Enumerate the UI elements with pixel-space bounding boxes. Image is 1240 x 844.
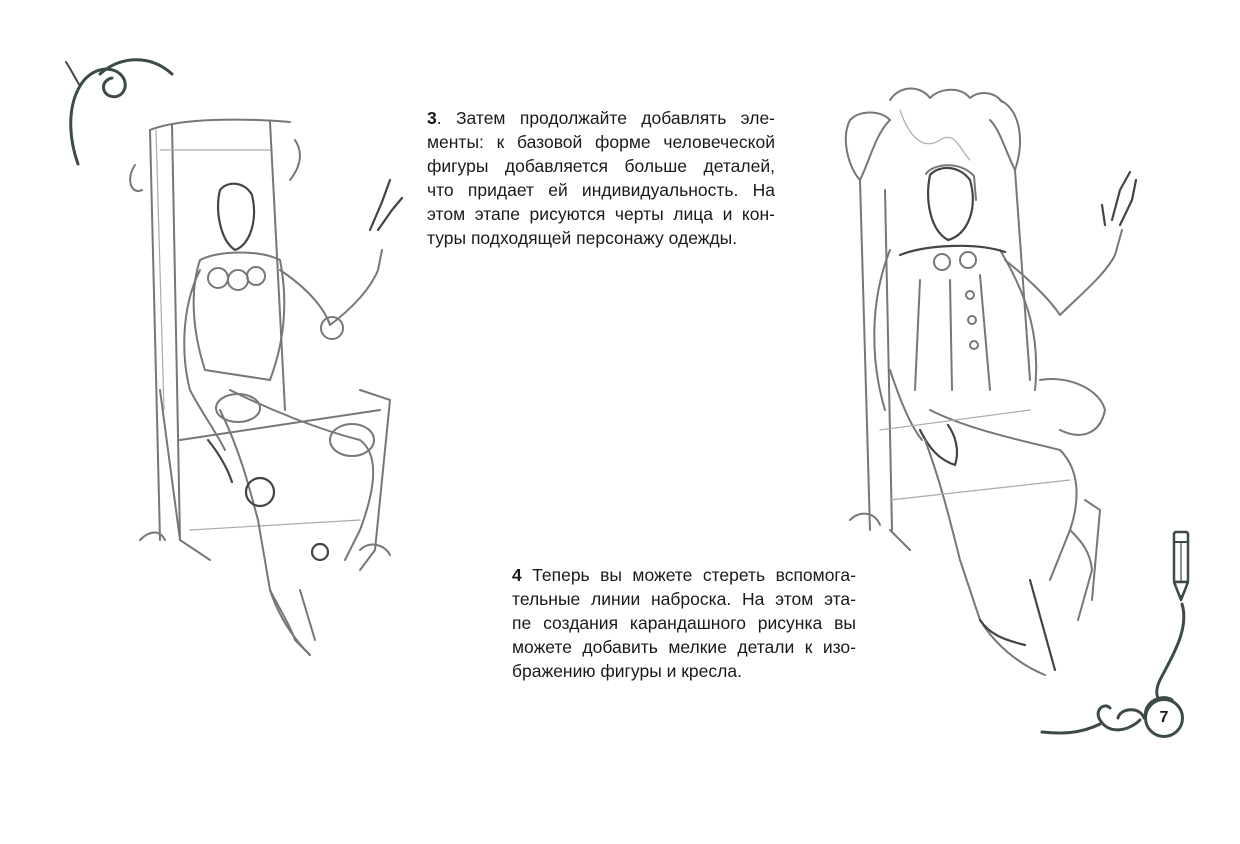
step3-line-3: фигуры добавляется больше деталей,: [427, 156, 775, 176]
page-number: 7: [1159, 709, 1169, 726]
step4-line-5: бражению фигуры и кресла.: [512, 661, 742, 681]
step3-line-4: что придает ей индивидуальность. На: [427, 180, 775, 200]
step3-line-1: . Затем продолжайте добавлять эле-: [436, 108, 775, 128]
step4-line-1: Теперь вы можете стереть вспомога-: [521, 565, 856, 585]
sketch-step3: [120, 110, 420, 670]
step3-line-2: менты: к базовой форме человеческой: [427, 132, 775, 152]
bottom-right-swirl-ornament-icon: [1040, 600, 1220, 750]
step4-line-3: пе создания карандашного рисунка вы: [512, 613, 856, 633]
step3-line-6: туры подходящей персонажу одежды.: [427, 228, 738, 248]
step4-number: 4: [512, 565, 522, 585]
step3-caption: [427, 106, 775, 250]
step3-number: 3: [427, 108, 437, 128]
step4-caption: [512, 563, 856, 683]
page-number-badge: [1144, 698, 1184, 738]
pencil-icon: [1168, 528, 1198, 608]
step3-line-5: этом этапе рисуются черты лица и кон-: [427, 204, 775, 224]
step4-line-4: можете добавить мелкие детали к изо-: [512, 637, 856, 657]
step4-line-2: тельные линии наброска. На этом эта-: [512, 589, 856, 609]
sketch-step4: [830, 80, 1140, 680]
